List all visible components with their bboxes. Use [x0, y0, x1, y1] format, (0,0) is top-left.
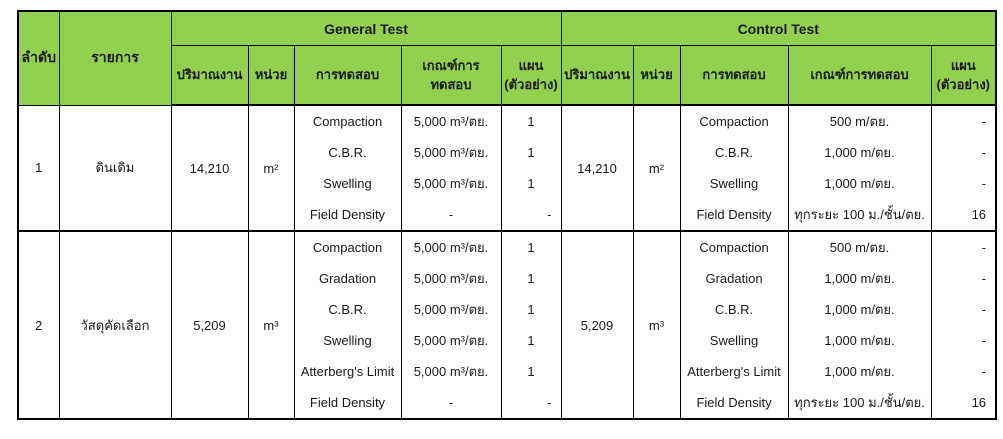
- general-criteria-line1: เกณฑ์การ: [422, 57, 480, 73]
- test-plan: 1: [527, 240, 535, 255]
- test-criteria: 5,000 m³/ตย.: [413, 145, 489, 160]
- test-name: Swelling: [709, 333, 759, 348]
- test-plan: -: [981, 302, 987, 317]
- table-row-group-1: [18, 105, 996, 231]
- row2-general-plan: [501, 231, 561, 419]
- col-header-general-quantity: ปริมาณงาน: [171, 46, 248, 106]
- test-plan: 1: [527, 364, 535, 379]
- test-name: Compaction: [699, 240, 769, 255]
- section-header-general-test: General Test: [171, 11, 561, 46]
- test-plan: -: [981, 145, 987, 160]
- test-plan: 16: [971, 395, 987, 410]
- test-plan: 16: [971, 207, 987, 222]
- general-criteria-line2: ทดสอบ: [430, 77, 472, 92]
- test-criteria: 1,000 m/ตย.: [824, 271, 895, 286]
- test-plan: 1: [527, 114, 535, 129]
- test-plan: -: [981, 240, 987, 255]
- col-header-control-quantity: ปริมาณงาน: [561, 46, 633, 106]
- col-header-control-test: การทดสอบ: [680, 46, 788, 106]
- row1-general-criteria: [401, 105, 501, 231]
- row2-control-criteria: [788, 231, 931, 419]
- test-criteria: 1,000 m/ตย.: [824, 333, 895, 348]
- row2-control-test-names: [680, 231, 788, 419]
- row1-control-quantity: 14,210: [561, 105, 633, 231]
- row1-control-test-names: [680, 105, 788, 231]
- col-header-control-criteria: เกณฑ์การทดสอบ: [788, 46, 931, 106]
- test-criteria: 1,000 m/ตย.: [824, 145, 895, 160]
- test-plan: -: [547, 207, 552, 222]
- test-name: Gradation: [705, 271, 763, 286]
- row2-general-quantity: 5,209: [171, 231, 248, 419]
- test-name: C.B.R.: [714, 145, 754, 160]
- row2-general-unit: m³: [248, 231, 294, 419]
- test-criteria: 5,000 m³/ตย.: [413, 271, 489, 286]
- test-name: C.B.R.: [714, 302, 754, 317]
- test-criteria: 5,000 m³/ตย.: [413, 240, 489, 255]
- test-plan: 1: [527, 176, 535, 191]
- test-plan: -: [981, 176, 987, 191]
- row2-control-quantity: 5,209: [561, 231, 633, 419]
- test-criteria: 5,000 m³/ตย.: [413, 333, 489, 348]
- test-plan: -: [981, 114, 987, 129]
- test-criteria: 1,000 m/ตย.: [824, 364, 895, 379]
- row1-control-plan: [931, 105, 996, 231]
- col-header-general-criteria: [401, 46, 501, 106]
- row2-general-test-names: [294, 231, 401, 419]
- row2-item: วัสดุคัดเลือก: [59, 231, 171, 419]
- test-criteria: -: [448, 395, 454, 410]
- col-header-general-unit: หน่วย: [248, 46, 294, 106]
- general-plan-line2: (ตัวอย่าง): [504, 77, 558, 92]
- test-name: Swelling: [709, 176, 759, 191]
- test-plan: -: [981, 333, 987, 348]
- test-plan: -: [547, 395, 552, 410]
- col-header-control-plan: [931, 46, 996, 106]
- table-row-group-2: [18, 231, 996, 419]
- test-name: Atterberg's Limit: [687, 364, 781, 379]
- test-name: Compaction: [312, 114, 383, 129]
- test-name: Compaction: [699, 114, 769, 129]
- col-header-no: ลำดับ: [18, 11, 59, 105]
- test-name: Field Density: [696, 395, 772, 410]
- col-header-control-unit: หน่วย: [633, 46, 680, 106]
- test-criteria: 1,000 m/ตย.: [824, 302, 895, 317]
- row2-no: 2: [18, 231, 59, 419]
- test-plan: 1: [527, 302, 535, 317]
- test-criteria: 5,000 m³/ตย.: [413, 176, 489, 191]
- test-criteria: 5,000 m³/ตย.: [413, 114, 489, 129]
- row2-general-criteria: [401, 231, 501, 419]
- test-name: C.B.R.: [328, 302, 367, 317]
- test-name: Field Density: [696, 207, 772, 222]
- test-name: Field Density: [309, 207, 386, 222]
- test-criteria: -: [448, 207, 454, 222]
- row1-general-quantity: 14,210: [171, 105, 248, 231]
- test-plan: -: [981, 364, 987, 379]
- test-name: Swelling: [323, 176, 372, 191]
- row1-control-criteria: [788, 105, 931, 231]
- test-plan: 1: [527, 145, 535, 160]
- col-header-general-plan: [501, 46, 561, 106]
- test-criteria: ทุกระยะ 100 ม./ชั้น/ตย.: [794, 207, 925, 222]
- test-name: C.B.R.: [328, 145, 367, 160]
- row1-no: 1: [18, 105, 59, 231]
- test-criteria: 5,000 m³/ตย.: [413, 302, 489, 317]
- row1-general-test-names: [294, 105, 401, 231]
- test-name: Field Density: [309, 395, 386, 410]
- col-header-item: รายการ: [59, 11, 171, 105]
- test-plan: 1: [527, 271, 535, 286]
- test-name: Compaction: [312, 240, 383, 255]
- test-criteria: 1,000 m/ตย.: [824, 176, 895, 191]
- col-header-general-test: การทดสอบ: [294, 46, 401, 106]
- test-plan: -: [981, 271, 987, 286]
- row2-control-unit: m³: [633, 231, 680, 419]
- control-plan-line1: แผน: [950, 57, 976, 73]
- test-criteria: 500 m/ตย.: [829, 240, 890, 255]
- row1-control-unit: m²: [633, 105, 680, 231]
- section-header-row: [18, 11, 996, 46]
- test-name: Gradation: [318, 271, 377, 286]
- test-name: Swelling: [323, 333, 372, 348]
- row1-item: ดินเดิม: [59, 105, 171, 231]
- test-plan: 1: [527, 333, 535, 348]
- testing-plan-table: [17, 10, 997, 420]
- test-criteria: ทุกระยะ 100 ม./ชั้น/ตย.: [794, 395, 925, 410]
- test-name: Atterberg's Limit: [300, 364, 395, 379]
- row1-general-unit: m²: [248, 105, 294, 231]
- row1-general-plan: [501, 105, 561, 231]
- general-plan-line1: แผน: [518, 57, 544, 73]
- section-header-control-test: Control Test: [561, 11, 996, 46]
- test-criteria: 500 m/ตย.: [829, 114, 890, 129]
- test-criteria: 5,000 m³/ตย.: [413, 364, 489, 379]
- row2-control-plan: [931, 231, 996, 419]
- control-plan-line2: (ตัวอย่าง): [936, 77, 991, 92]
